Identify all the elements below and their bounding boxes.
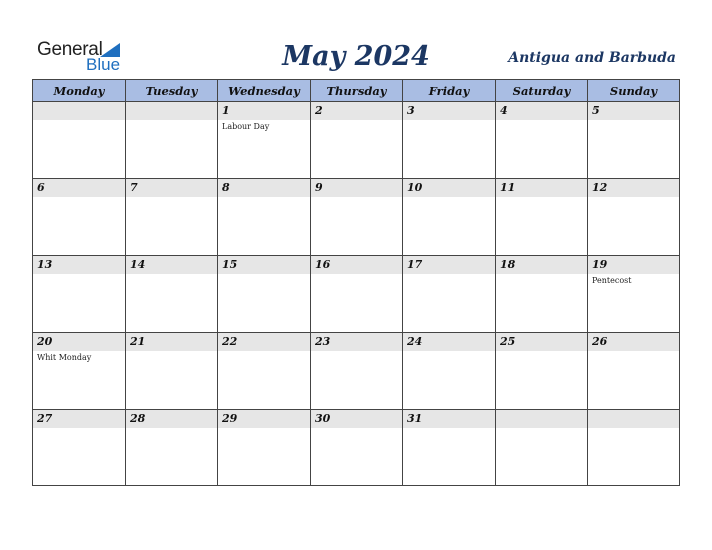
day-number-band [33, 102, 125, 120]
day-number: 28 [130, 412, 146, 425]
day-number: 29 [222, 412, 238, 425]
day-number: 6 [37, 181, 45, 194]
holiday-label: Labour Day [222, 122, 270, 131]
week-row [33, 256, 679, 333]
day-cell [311, 256, 403, 332]
day-number: 21 [130, 335, 146, 348]
weekday-sunday: Sunday [609, 84, 658, 98]
holiday-label: Whit Monday [37, 353, 92, 362]
day-cell [403, 410, 496, 485]
day-number-band [588, 410, 679, 428]
day-cell [403, 256, 496, 332]
day-number: 22 [222, 335, 238, 348]
day-number-band [218, 102, 310, 120]
day-cell [126, 179, 218, 255]
weekday-header-row [33, 80, 679, 102]
day-cell [403, 179, 496, 255]
day-cell [218, 256, 311, 332]
day-number-band [218, 179, 310, 197]
day-cell [218, 333, 311, 409]
day-number: 20 [37, 335, 53, 348]
day-number-band [126, 102, 217, 120]
day-number-band [496, 102, 587, 120]
day-cell [588, 410, 679, 485]
day-cell [33, 179, 126, 255]
day-cell [218, 179, 311, 255]
day-number: 8 [222, 181, 230, 194]
day-number: 1 [222, 104, 230, 117]
day-cell [311, 333, 403, 409]
day-cell [311, 102, 403, 178]
day-cell [496, 256, 588, 332]
day-number: 17 [407, 258, 423, 271]
weekday-friday: Friday [403, 80, 496, 101]
day-cell [218, 102, 311, 178]
country-name: Antigua and Barbuda [508, 50, 676, 66]
calendar-grid [32, 79, 680, 486]
day-cell [588, 256, 679, 332]
day-number: 3 [407, 104, 415, 117]
day-cell [126, 102, 218, 178]
day-number-band [311, 179, 402, 197]
day-cell [33, 333, 126, 409]
day-number: 11 [500, 181, 516, 194]
logo-word-general: General [37, 39, 103, 60]
day-number: 23 [315, 335, 331, 348]
day-number-band [403, 102, 495, 120]
day-number: 16 [315, 258, 331, 271]
day-number: 12 [592, 181, 608, 194]
day-number-band [496, 410, 587, 428]
day-number: 10 [407, 181, 423, 194]
day-cell [311, 410, 403, 485]
day-number: 18 [500, 258, 516, 271]
day-cell [33, 102, 126, 178]
day-number: 13 [37, 258, 53, 271]
calendar-title: May 2024 [282, 41, 430, 72]
day-number: 15 [222, 258, 238, 271]
day-number: 27 [37, 412, 53, 425]
day-number: 14 [130, 258, 146, 271]
day-number-band [311, 102, 402, 120]
week-row [33, 333, 679, 410]
day-cell [126, 256, 218, 332]
day-cell [403, 333, 496, 409]
weekday-saturday: Saturday [496, 80, 588, 101]
day-number: 9 [315, 181, 323, 194]
day-number: 30 [315, 412, 331, 425]
day-number: 7 [130, 181, 138, 194]
day-cell [496, 410, 588, 485]
day-cell [496, 179, 588, 255]
day-number: 25 [500, 335, 516, 348]
day-cell [311, 179, 403, 255]
day-cell [126, 333, 218, 409]
day-cell [588, 102, 679, 178]
holiday-label: Pentecost [592, 276, 632, 285]
general-blue-logo [37, 40, 137, 74]
day-cell [33, 410, 126, 485]
day-cell [33, 256, 126, 332]
weekday-thursday: Thursday [311, 80, 403, 101]
day-number: 2 [315, 104, 323, 117]
day-number: 26 [592, 335, 608, 348]
day-cell [588, 333, 679, 409]
day-number-band [33, 179, 125, 197]
week-row [33, 102, 679, 179]
day-number: 24 [407, 335, 423, 348]
weekday-monday: Monday [33, 80, 126, 101]
day-number: 4 [500, 104, 508, 117]
weekday-wednesday: Wednesday [218, 80, 311, 101]
day-cell [496, 102, 588, 178]
day-number: 19 [592, 258, 608, 271]
logo-word-blue: Blue [86, 55, 121, 74]
day-cell [403, 102, 496, 178]
day-cell [126, 410, 218, 485]
day-number-band [126, 179, 217, 197]
day-number-band [588, 102, 679, 120]
day-number: 31 [407, 412, 423, 425]
week-row [33, 410, 679, 485]
day-cell [588, 179, 679, 255]
week-row [33, 179, 679, 256]
day-cell [496, 333, 588, 409]
day-cell [218, 410, 311, 485]
day-number: 5 [592, 104, 600, 117]
weekday-tuesday: Tuesday [126, 80, 218, 101]
